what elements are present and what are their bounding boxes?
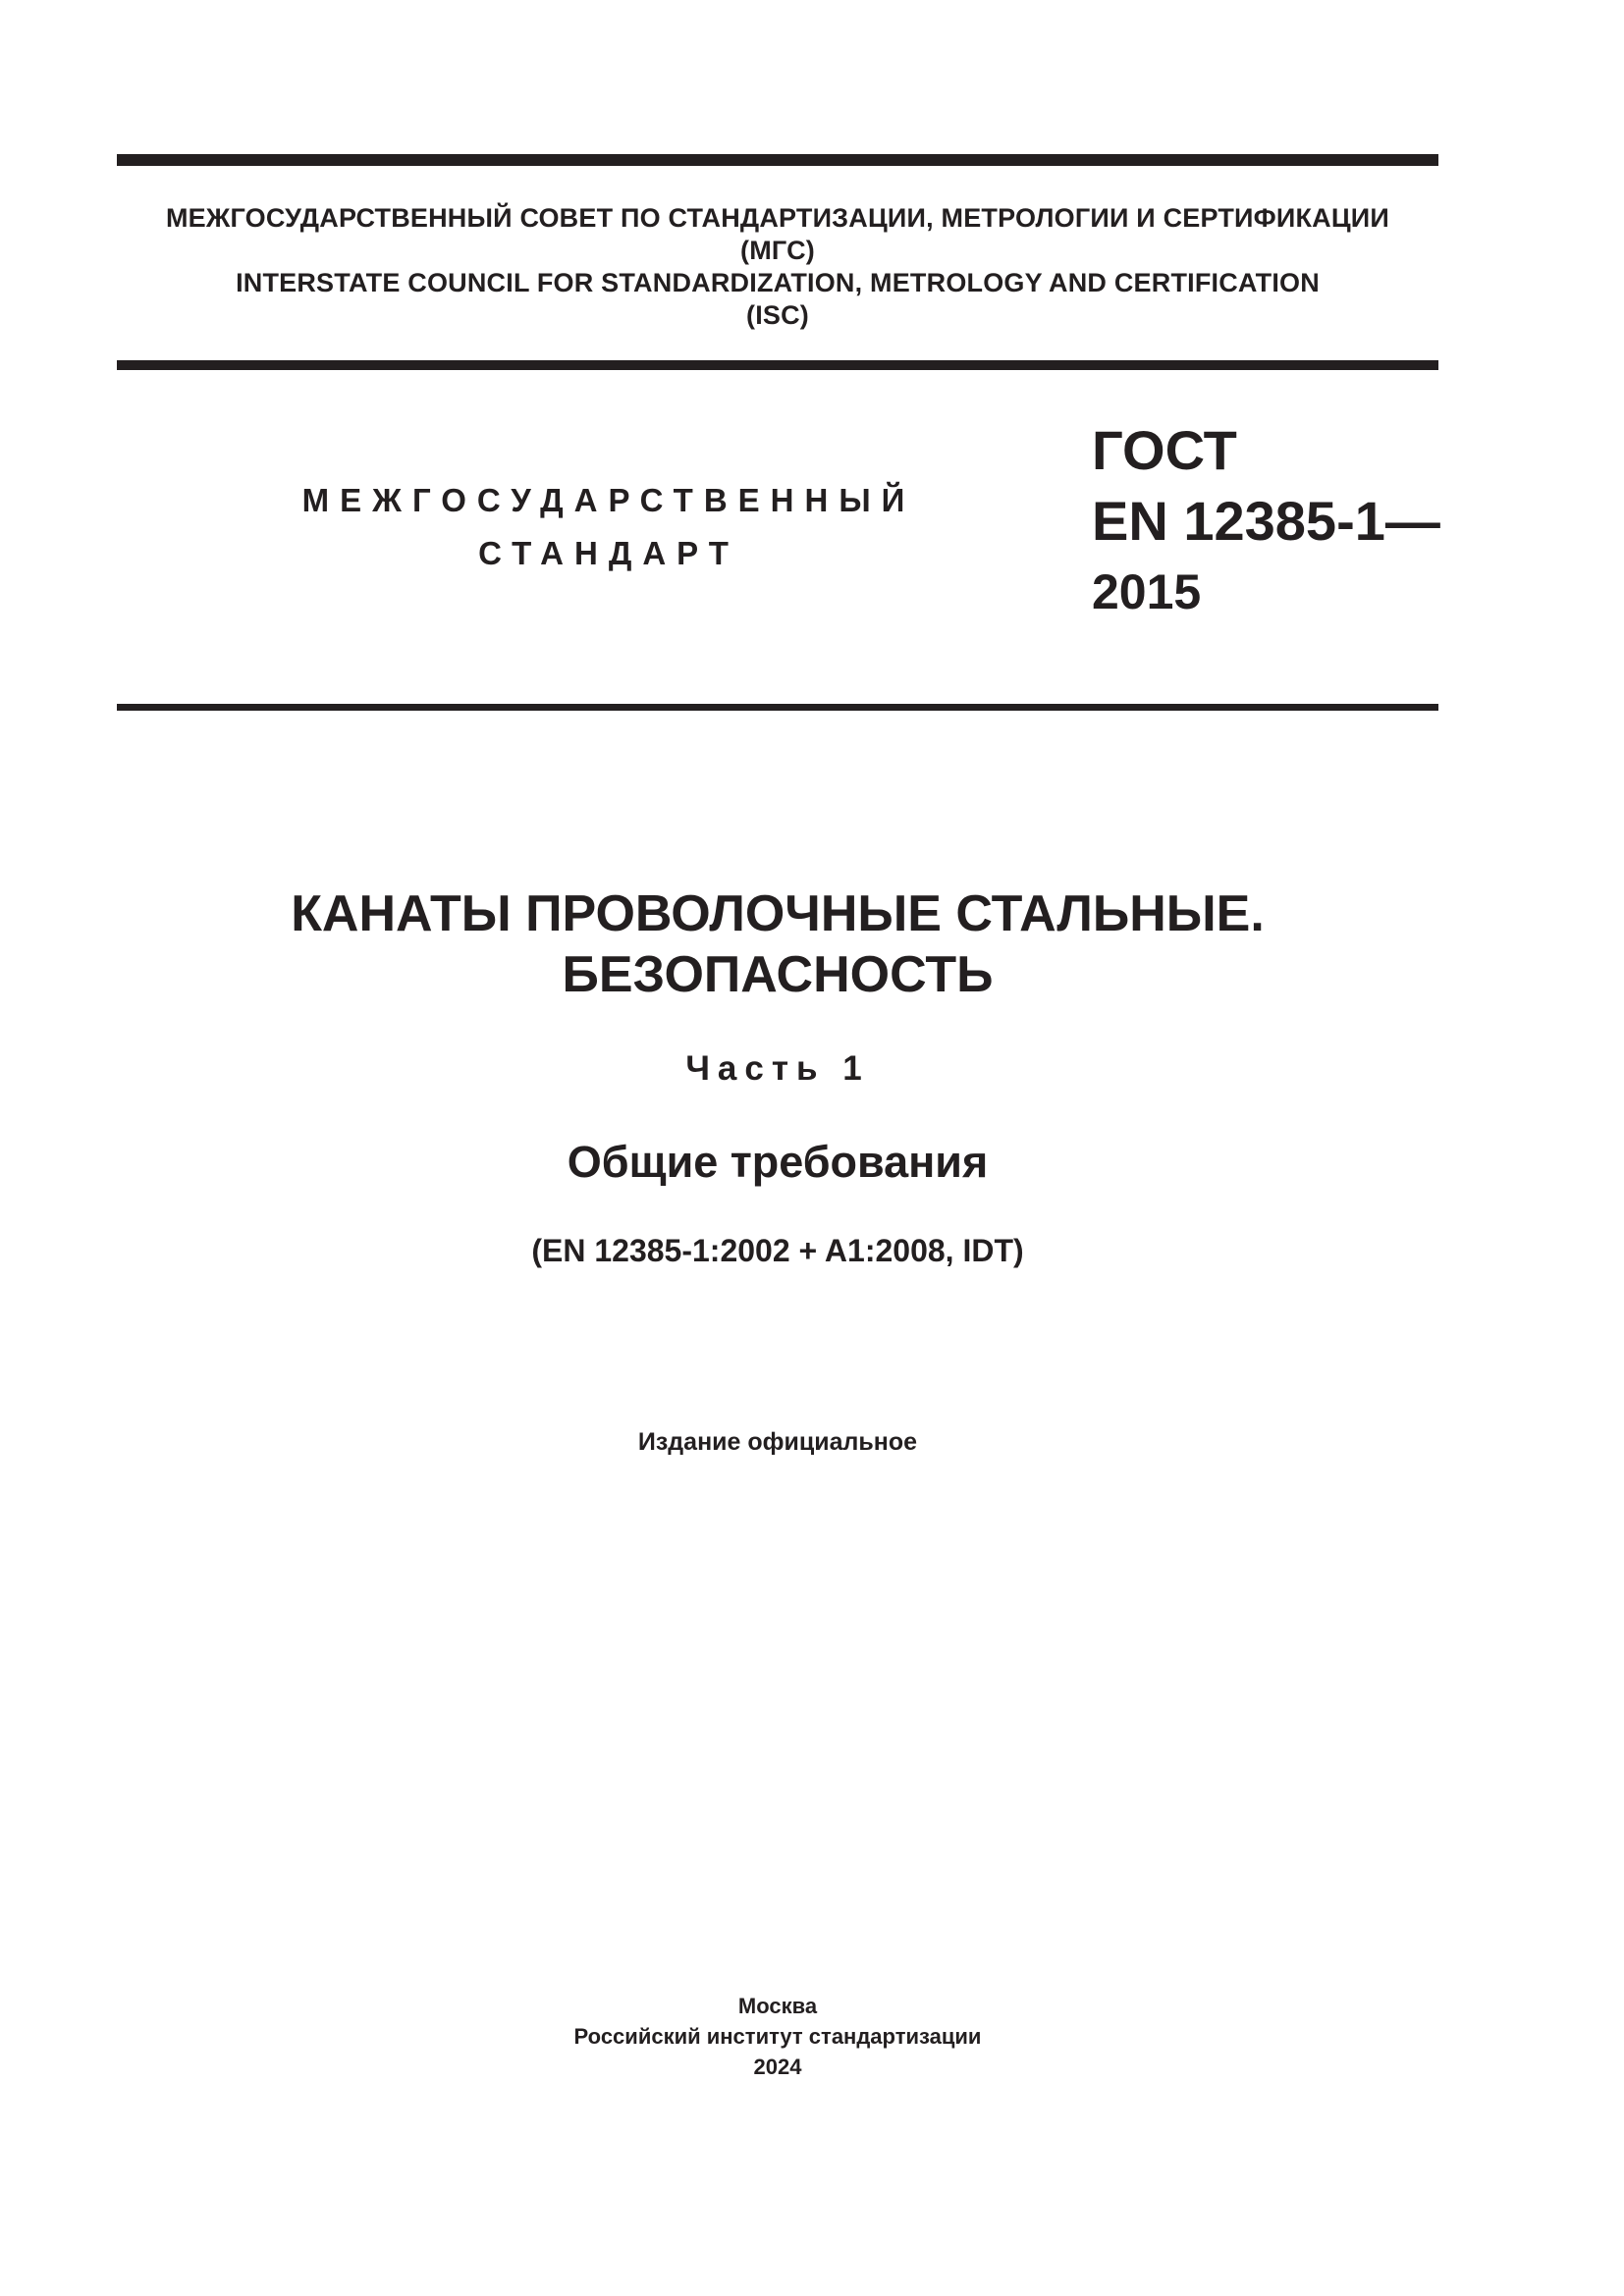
document-title	[117, 883, 1438, 1005]
designation-divider	[117, 704, 1438, 711]
publisher-year: 2024	[753, 2055, 802, 2079]
part-label: Часть 1	[685, 1049, 870, 1088]
council-name-en: INTERSTATE COUNCIL FOR STANDARDIZATION, METROLOGY AND CERTIFICATION	[236, 268, 1320, 297]
council-header	[117, 202, 1438, 332]
standard-type	[295, 474, 923, 580]
council-name-ru: МЕЖГОСУДАРСТВЕННЫЙ СОВЕТ ПО СТАНДАРТИЗАЦИИ, МЕТРОЛОГИИ И СЕРТИФИКАЦИИ	[165, 203, 1390, 233]
title-line1: КАНАТЫ ПРОВОЛОЧНЫЕ СТАЛЬНЫЕ.	[291, 885, 1265, 942]
header-divider	[117, 360, 1438, 370]
standard-type-line2: СТАНДАРТ	[478, 535, 739, 571]
publisher-institute: Российский институт стандартизации	[573, 2024, 982, 2049]
edition-note: Издание официальное	[637, 1428, 918, 1456]
standard-type-line1: МЕЖГОСУДАРСТВЕННЫЙ	[301, 482, 916, 518]
standard-designation	[1092, 415, 1440, 627]
council-abbr-ru: (МГС)	[740, 236, 815, 265]
publisher-city: Москва	[737, 1994, 818, 2018]
title-line2: БЕЗОПАСНОСТЬ	[562, 946, 994, 1003]
source-reference: (EN 12385-1:2002 + A1:2008, IDT)	[531, 1233, 1024, 1268]
designation-year: 2015	[1092, 564, 1202, 619]
publisher-block	[117, 1991, 1438, 2082]
document-subtitle: Общие требования	[567, 1137, 989, 1187]
council-abbr-en: (ISC)	[746, 300, 809, 330]
designation-number: EN 12385-1—	[1092, 490, 1440, 552]
top-rule	[117, 154, 1438, 166]
designation-prefix: ГОСТ	[1092, 419, 1237, 481]
